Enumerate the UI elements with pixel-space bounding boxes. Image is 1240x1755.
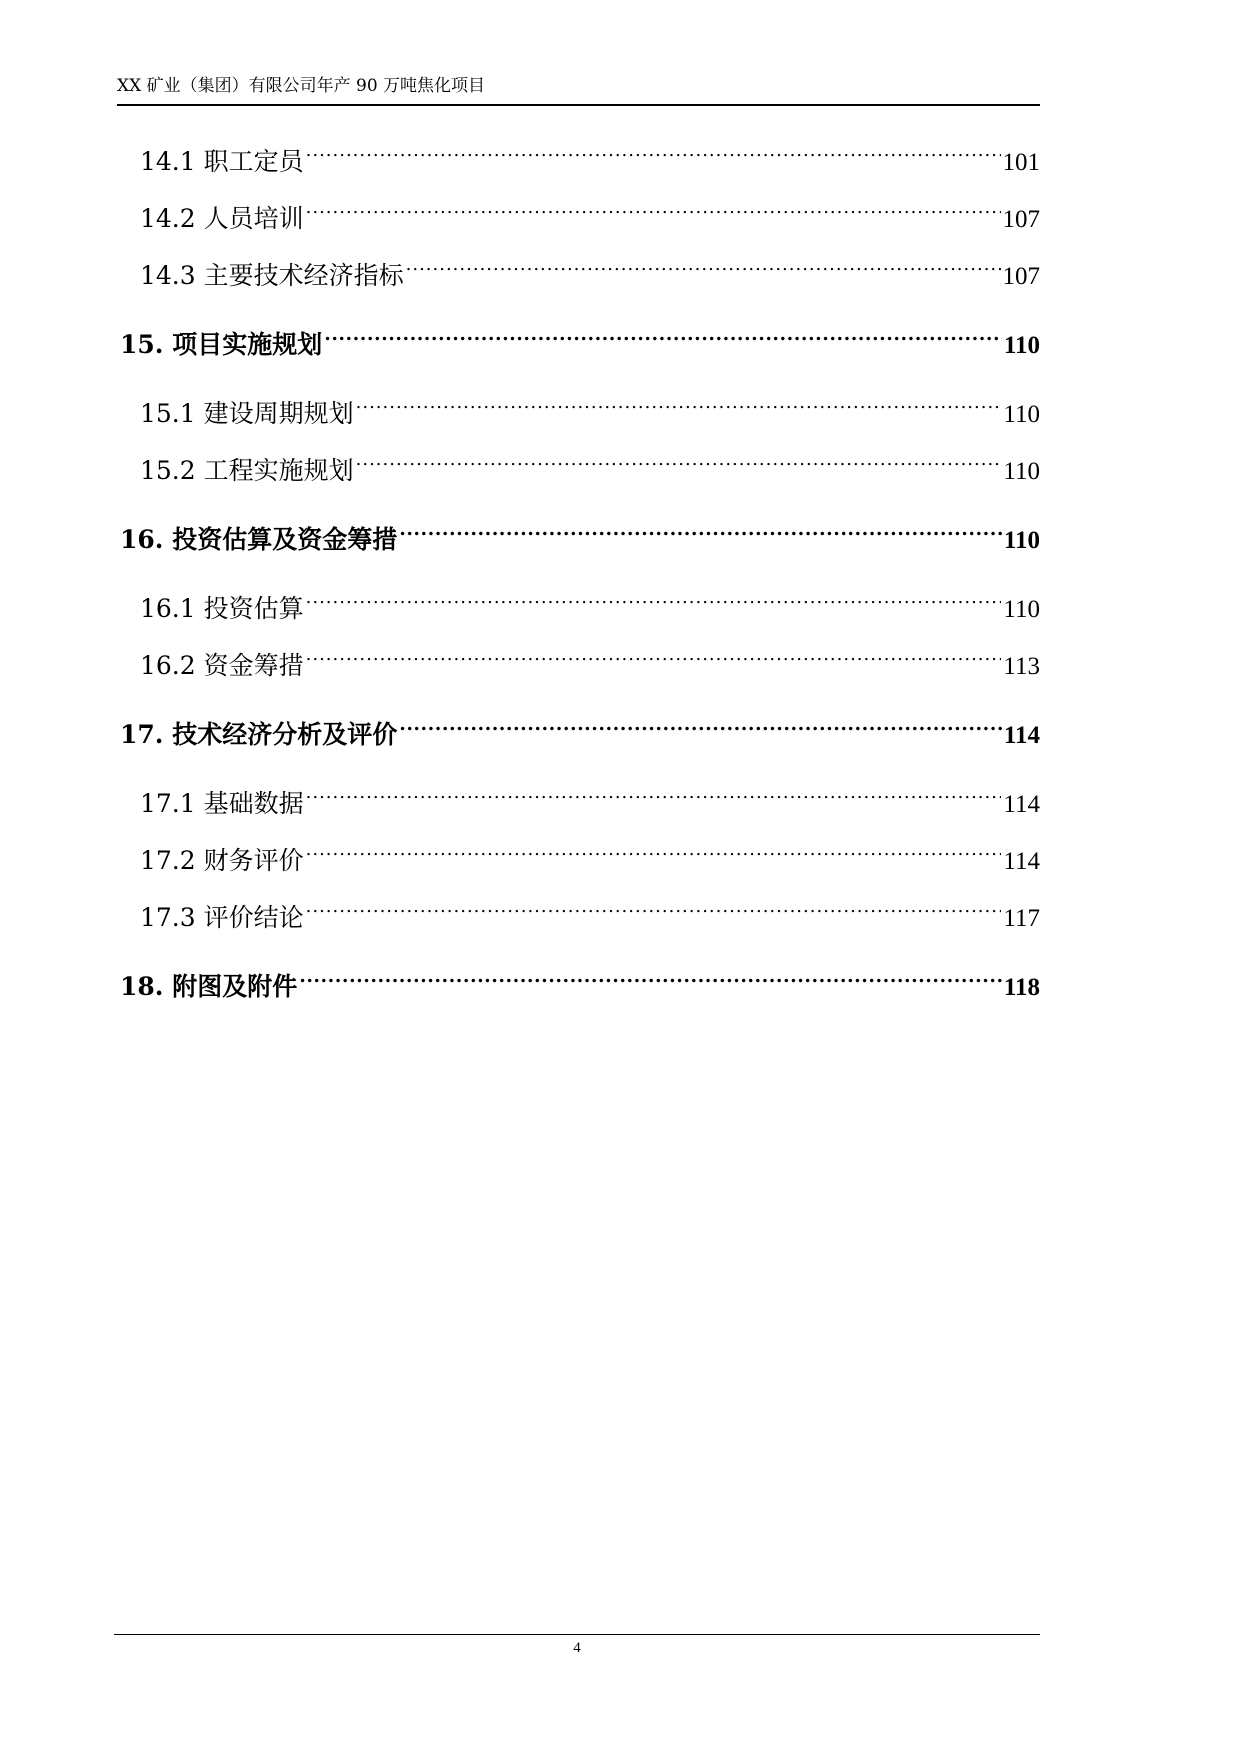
page-number: 4	[573, 1640, 581, 1656]
dot-leader	[399, 703, 1002, 743]
toc-entry-page: 101	[1002, 149, 1040, 176]
toc-entry-page: 113	[1003, 653, 1040, 680]
toc-entry-page: 118	[1003, 974, 1040, 1001]
toc-entry-title: 17.1 基础数据	[140, 789, 304, 818]
toc-entry-title: 16.2 资金筹措	[140, 651, 304, 680]
toc-entry-16-1[interactable]	[140, 577, 1040, 623]
toc-entry-15[interactable]	[120, 313, 1040, 359]
dot-leader	[299, 955, 1002, 995]
toc-entry-title: 14.3 主要技术经济指标	[140, 261, 404, 290]
dot-leader	[356, 439, 1002, 479]
dot-leader	[399, 508, 1002, 548]
toc-entry-title: 17.3 评价结论	[140, 903, 304, 932]
toc-entry-14-1[interactable]	[140, 130, 1040, 176]
toc-entry-18[interactable]	[120, 955, 1040, 1001]
toc-entry-17[interactable]	[120, 703, 1040, 749]
toc-entry-17-2[interactable]	[140, 829, 1040, 875]
toc-entry-title: 14.2 人员培训	[140, 204, 304, 233]
toc-entry-page: 117	[1003, 905, 1040, 932]
dot-leader	[306, 634, 1002, 674]
dot-leader	[306, 886, 1002, 926]
toc-entry-title: 15. 项目实施规划	[120, 330, 323, 359]
toc-entry-page: 107	[1002, 206, 1040, 233]
toc-entry-title: 14.1 职工定员	[140, 147, 304, 176]
toc-entry-page: 114	[1003, 722, 1040, 749]
toc-entry-title: 17.2 财务评价	[140, 846, 304, 875]
toc-entry-15-2[interactable]	[140, 439, 1040, 485]
toc-entry-page: 107	[1002, 263, 1040, 290]
toc-entry-page: 110	[1003, 596, 1040, 623]
dot-leader	[406, 244, 1001, 284]
toc-entry-title: 15.2 工程实施规划	[140, 456, 354, 485]
toc-entry-page: 114	[1003, 791, 1040, 818]
dot-leader	[306, 187, 1001, 227]
toc-entry-title: 16.1 投资估算	[140, 594, 304, 623]
toc-entry-page: 110	[1003, 458, 1040, 485]
toc-entry-14-2[interactable]	[140, 187, 1040, 233]
toc-entry-title: 16. 投资估算及资金筹措	[120, 525, 398, 554]
dot-leader	[306, 829, 1002, 869]
toc-entry-14-3[interactable]	[140, 244, 1040, 290]
header-title: XX 矿业（集团）有限公司年产 90 万吨焦化项目	[117, 76, 486, 96]
toc-entry-page: 110	[1003, 527, 1040, 554]
dot-leader	[306, 577, 1002, 617]
toc-entry-title: 17. 技术经济分析及评价	[120, 720, 398, 749]
toc-entry-17-1[interactable]	[140, 772, 1040, 818]
toc-entry-title: 18. 附图及附件	[120, 972, 298, 1001]
toc-entry-title: 15.1 建设周期规划	[140, 399, 354, 428]
toc-entry-page: 110	[1003, 332, 1040, 359]
page-header	[117, 72, 1040, 106]
dot-leader	[306, 772, 1002, 812]
toc-entry-16[interactable]	[120, 508, 1040, 554]
dot-leader	[324, 313, 1002, 353]
toc-entry-page: 110	[1003, 401, 1040, 428]
toc-entry-16-2[interactable]	[140, 634, 1040, 680]
dot-leader	[306, 130, 1001, 170]
toc-entry-page: 114	[1003, 848, 1040, 875]
page-footer	[114, 1634, 1040, 1656]
dot-leader	[356, 382, 1002, 422]
toc-entry-17-3[interactable]	[140, 886, 1040, 932]
toc-entry-15-1[interactable]	[140, 382, 1040, 428]
